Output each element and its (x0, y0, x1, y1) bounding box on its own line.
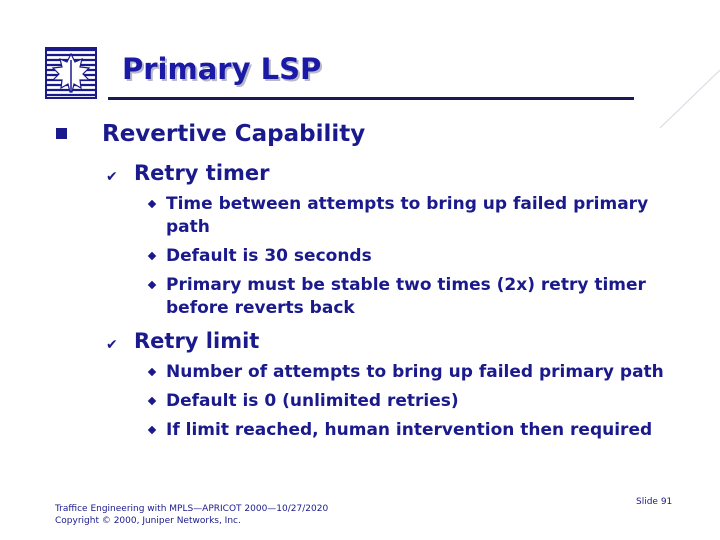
detail-bullet-label: Primary must be stable two times (2x) retry timer before reverts back (166, 275, 646, 318)
diamond-bullet-icon (148, 252, 156, 260)
detail-bullet-label: Time between attempts to bring up failed primary path (166, 194, 649, 237)
diamond-bullet-icon (148, 200, 156, 208)
main-bullet-label: Revertive Capability (102, 121, 366, 147)
decorative-line (660, 70, 720, 140)
diamond-bullet-icon (148, 368, 156, 376)
diamond-bullet-icon (148, 397, 156, 405)
sub-bullet-label: Retry timer (134, 161, 270, 185)
checkmark-bullet-icon: ✔ (106, 169, 118, 185)
title-underline (108, 97, 634, 100)
diamond-bullet-icon (148, 281, 156, 289)
slide-number: Slide 91 (636, 497, 673, 507)
detail-bullet-label: Default is 0 (unlimited retries) (166, 391, 459, 411)
slide-title: Primary LSP (122, 52, 322, 86)
sub-bullet-label: Retry limit (134, 329, 260, 353)
footer (55, 503, 328, 527)
footer-course-line: Traffice Engineering with MPLS—APRICOT 2000—10/27/2020 (55, 504, 329, 514)
footer-copyright-line: Copyright © 2000, Juniper Networks, Inc. (55, 516, 241, 526)
detail-bullet-label: If limit reached, human intervention then required (166, 420, 653, 440)
checkmark-bullet-icon: ✔ (106, 337, 118, 353)
detail-bullet-label: Default is 30 seconds (166, 246, 372, 266)
juniper-leaf-logo-icon (44, 46, 98, 100)
square-bullet-icon (56, 128, 67, 139)
detail-bullet-label: Number of attempts to bring up failed primary path (166, 362, 664, 382)
diamond-bullet-icon (148, 426, 156, 434)
